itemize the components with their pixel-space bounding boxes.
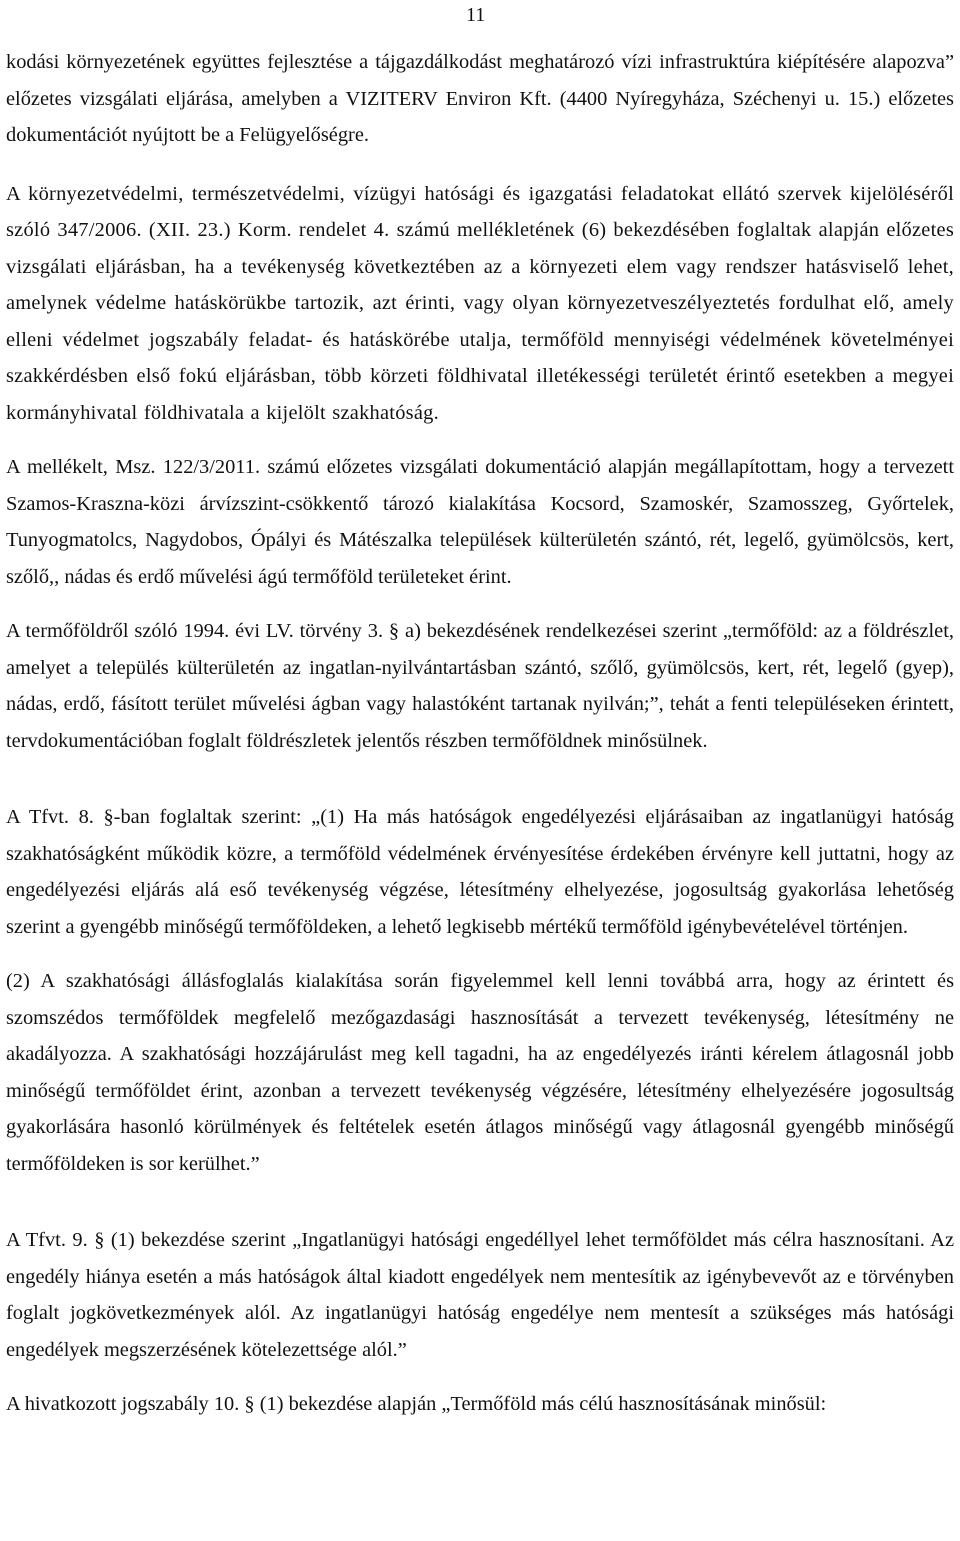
paragraph-tfvt-9-1: A Tfvt. 9. § (1) bekezdése szerint „Ingatlanügyi hatósági engedéllyel lehet termőföldet más célra hasznosítani. Az engedély hiánya esetén a más hatóságok által kiadott engedélyek nem mentesítik az igénybevevőt az e törvényben foglalt jogkövetkezmények alól. Az ingatlanügyi hatóság engedélye nem mentesít a szükséges más hatósági engedélyek megszerzésének kötelezettsége alól.” <box>6 1229 954 1361</box>
paragraph-regulation-reference: A környezetvédelmi, természetvédelmi, vízügyi hatósági és igazgatási feladatokat ellátó szervek kijelöléséről szóló 347/2006. (XII. 23.) Korm. rendelet 4. számú mellékletének (6) bekezdésében foglaltak alapján előzetes vizsgálati eljárásban, ha a tevékenység következtében az a környezeti elem vagy rendszer hatásviselő lehet, amelynek védelme hatáskörükbe tartozik, azt érinti, vagy olyan környezetveszélyeztetés fordulhat elő, amely elleni védelmet jogszabály feladat- és hatáskörébe utalja, termőföld mennyiségi védelmének követelményei szakkérdésben első fokú eljárásban, több körzeti földhivatal illetékességi területét érintő esetekben a megyei kormányhivatal földhivatala a kijelölt szakhatóság. <box>6 182 954 424</box>
paragraph-findings: A mellékelt, Msz. 122/3/2011. számú előzetes vizsgálati dokumentáció alapján megállapítottam, hogy a tervezett Szamos-Kraszna-közi árvízszint-csökkentő tározó kialakítása Kocsord, Szamoskér, Szamosszeg, Győrtelek, Tunyogmatolcs, Nagydobos, Ópályi és Mátészalka települések külterületén szántó, rét, legelő, gyümölcsös, kert, szőlő,, nádas és erdő művelési ágú termőföld területeket érint. <box>6 456 954 588</box>
paragraph-intro-continuation: kodási környezetének együttes fejlesztése a tájgazdálkodást meghatározó vízi infrastruktúra kiépítésére alapozva” előzetes vizsgálati eljárása, amelyben a VIZITERV Environ Kft. (4400 Nyíregyháza, Széchenyi u. 15.) előzetes dokumentációt nyújtott be a Felügyelőségre. <box>6 51 954 146</box>
page-number: 11 <box>466 4 486 26</box>
document-body <box>6 44 954 1429</box>
paragraph-tfvt-8-2: (2) A szakhatósági állásfoglalás kialakítása során figyelemmel kell lenni továbbá arra, hogy az érintett és szomszédos termőföldek megfelelő mezőgazdasági hasznosítását a tervezett tevékenység, létesítmény ne akadályozza. A szakhatósági hozzájárulást meg kell tagadni, ha az engedélyezés iránti kérelem átlagosnál jobb minőségű termőföldet érint, azonban a tervezett tevékenység végzésére, létesítmény elhelyezésére jogosultság gyakorlására hasonló körülmények és feltételek esetén átlagos minőségű vagy átlagosnál gyengébb minőségű termőföldeken is sor kerülhet.” <box>6 970 954 1175</box>
paragraph-tfvt-8-1: A Tfvt. 8. §-ban foglaltak szerint: „(1) Ha más hatóságok engedélyezési eljárásaiban az ingatlanügyi hatóság szakhatóságként működik közre, a termőföld védelmének érvényesítése érdekében érvényre kell juttatni, hogy az engedélyezési eljárás alá eső tevékenység végzése, létesítmény elhelyezése, jogosultság gyakorlása lehetőség szerint a gyengébb minőségű termőföldeken, a lehető legkisebb mértékű termőföld igénybevételével történjen. <box>6 806 954 938</box>
paragraph-tfvt-10-1: A hivatkozott jogszabály 10. § (1) bekezdése alapján „Termőföld más célú hasznosításának minősül: <box>6 1393 827 1415</box>
paragraph-soil-definition: A termőföldről szóló 1994. évi LV. törvény 3. § a) bekezdésének rendelkezései szerint „termőföld: az a földrészlet, amelyet a település külterületén az ingatlan-nyilvántartásban szántó, szőlő, gyümölcsös, kert, rét, legelő (gyep), nádas, erdő, fásított terület művelési ágban vagy halastóként tartanak nyilván;”, tehát a fenti településeken érintett, tervdokumentációban foglalt földrészletek jelentős részben termőföldnek minősülnek. <box>6 620 954 752</box>
